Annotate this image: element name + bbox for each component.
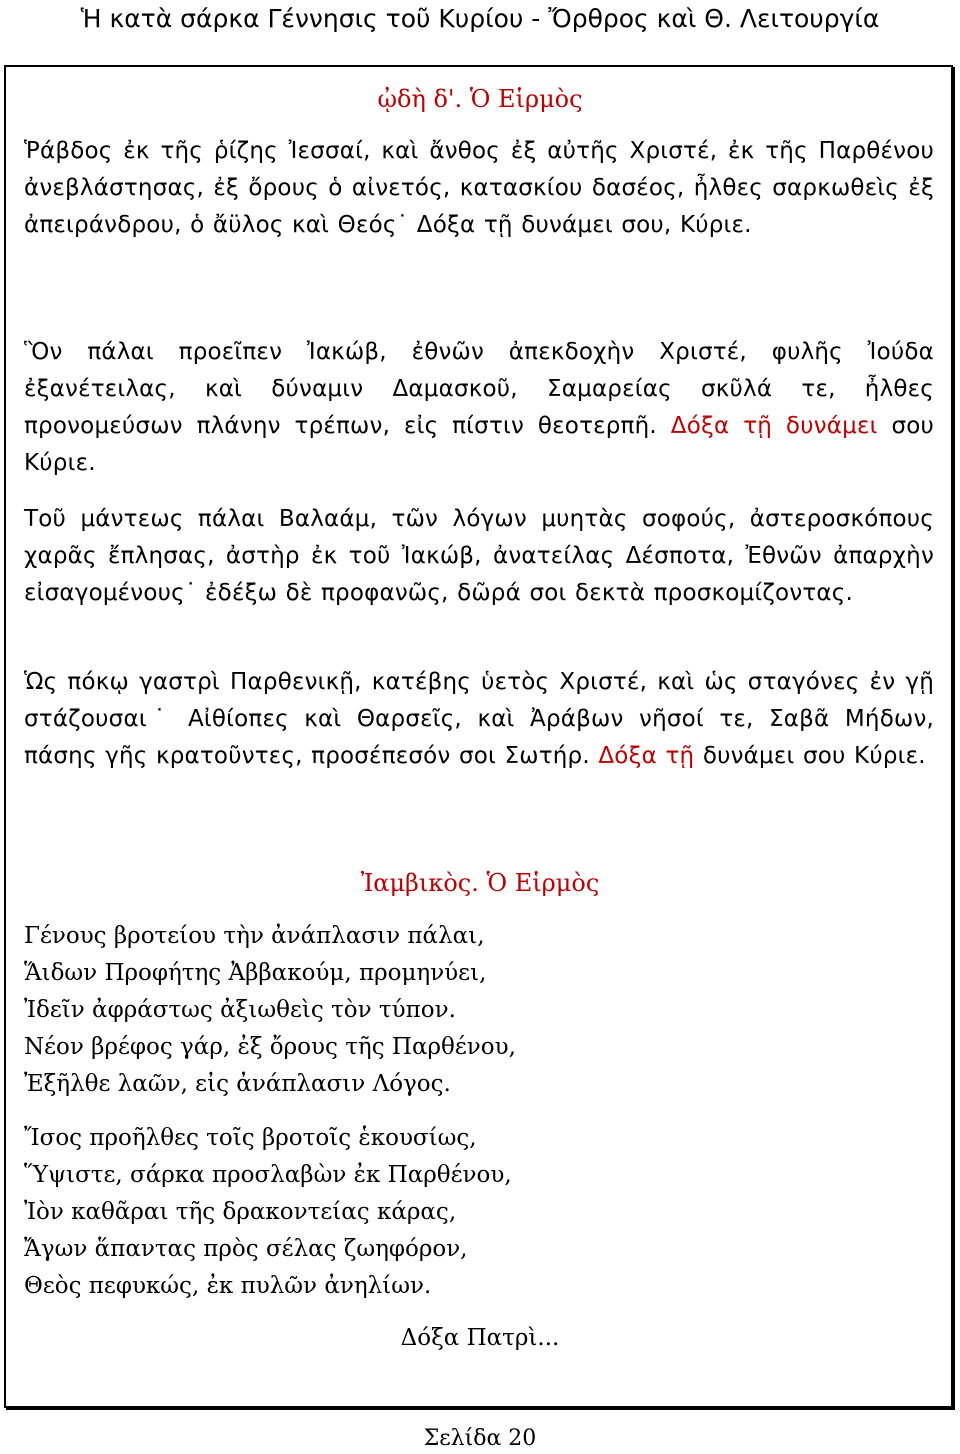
iambic-verse-2: [24, 1120, 924, 1305]
verse-line: Ἄγων ἅπαντας πρὸς σέλας ζωηφόρον,: [24, 1236, 468, 1262]
doxa-patri: Δόξα Πατρὶ...: [400, 1325, 560, 1351]
troparion-4: [24, 664, 934, 775]
iambic-heading: Ἰαμβικὸς. Ὁ Εἱρμὸς: [360, 869, 600, 897]
troparion-2-tail: σου Κύριε.: [24, 413, 935, 476]
verse-line: Θεὸς πεφυκώς, ἐκ πυλῶν ἀνηλίων.: [24, 1273, 432, 1299]
verse-line: Νέον βρέφος γάρ, ἐξ ὄρους τῆς Παρθένου,: [24, 1034, 516, 1060]
doxa-refrain: Δόξα τῇ: [598, 743, 695, 769]
troparion-2: [24, 334, 934, 482]
verse-line: Ἐξῆλθε λαῶν, εἰς ἀνάπλασιν Λόγος.: [24, 1071, 451, 1097]
page-number: Σελίδα 20: [423, 1426, 537, 1451]
doxa-refrain: Δόξα τῇ δυνάμει: [670, 413, 878, 439]
verse-line: Ἰδεῖν ἀφράστως ἀξιωθεὶς τὸν τύπον.: [24, 997, 456, 1023]
troparion-3: Τοῦ μάντεως πάλαι Βαλαάμ, τῶν λόγων μυητὰς σοφούς, ἀστεροσκόπους χαρᾶς ἔπλησας, ἀστὴρ ἐκ τοῦ Ἰακώβ, ἀνατείλας Δέσποτα, Ἐθνῶν ἀπαρχὴν εἰσαγομένους˙ ἐδέξω δὲ προφανῶς, δῶρά σοι δεκτὰ προσκομίζοντας.: [24, 506, 934, 606]
troparion-2-text: Ὃν πάλαι προεῖπεν Ἰακώβ, ἐθνῶν ἀπεκδοχὴν Χριστέ, φυλῆς Ἰούδα ἐξανέτειλας, καὶ δύναμιν Δαμασκοῦ, Σαμαρείας σκῦλά τε, ἦλθες προνομεύσων πλάνην τρέπων, εἰς πίστιν θεοτερπῆ.: [24, 339, 934, 439]
iambic-verse-1: [24, 918, 924, 1103]
verse-line: Ἰὸν καθᾶραι τῆς δρακοντείας κάρας,: [24, 1199, 457, 1225]
troparion-4-text: Ὡς πόκῳ γαστρὶ Παρθενικῇ, κατέβης ὑετὸς Χριστέ, καὶ ὡς σταγόνες ἐν γῇ στάζουσαι˙ Αἰθίοπες καὶ Θαρσεῖς, καὶ Ἀράβων νῆσοί τε, Σαβᾶ Μήδων, πάσης γῆς κρατοῦντες, προσέπεσόν σοι Σωτήρ.: [24, 669, 934, 769]
verse-line: Ἅιδων Προφήτης Ἀββακούμ, προμηνύει,: [24, 960, 487, 986]
ode-heading: ᾠδὴ δ'. Ὁ Εἱρμὸς: [377, 85, 583, 113]
verse-line: Γένους βροτείου τὴν ἀνάπλασιν πάλαι,: [24, 923, 485, 949]
verse-line: Ἴσος προῆλθες τοῖς βροτοῖς ἑκουσίως,: [24, 1125, 477, 1151]
troparion-1: Ῥάβδος ἐκ τῆς ῥίζης Ἰεσσαί, καὶ ἄνθος ἐξ αὐτῆς Χριστέ, ἐκ τῆς Παρθένου ἀνεβλάστησας, ἐξ ὄρους ὁ αἰνετός, κατασκίου δασέος, ἦλθες σαρκωθεὶς ἐξ ἀπειράνδρου, ὁ ἄϋλος καὶ Θεός˙ Δόξα τῇ δυνάμει σου, Κύριε.: [24, 138, 934, 238]
document-title: Ἡ κατὰ σάρκα Γέννησις τοῦ Κυρίου - Ὄρθρος καὶ Θ. Λειτουργία: [80, 4, 880, 33]
troparion-4-tail: δυνάμει σου Κύριε.: [702, 743, 926, 769]
verse-line: Ὕψιστε, σάρκα προσλαβὼν ἐκ Παρθένου,: [24, 1162, 512, 1188]
